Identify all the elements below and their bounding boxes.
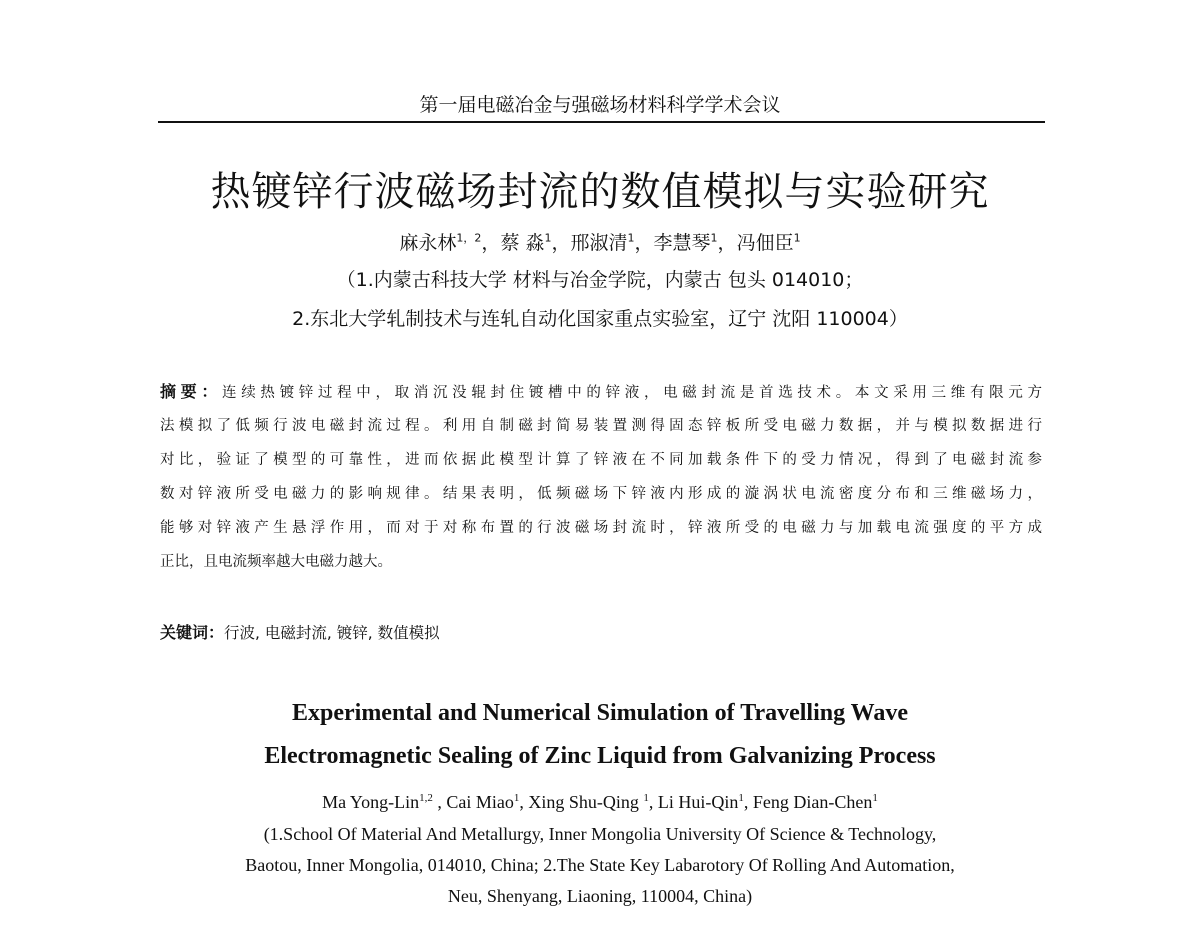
affiliation-en-3: Neu, Shenyang, Liaoning, 110004, China) xyxy=(447,886,753,906)
title-cn: 热镀锌行波磁场封流的数值模拟与实验研究 xyxy=(210,169,990,215)
author: Feng Dian-Chen xyxy=(752,792,873,812)
author-sup: 1 xyxy=(738,792,744,804)
affiliation-cn-2: 2.东北大学轧制技术与连轧自动化国家重点实验室，辽宁 沈阳 110004） xyxy=(292,308,908,330)
author-sup: 1 xyxy=(544,231,552,245)
author-sup: 1 xyxy=(793,231,801,245)
abstract-text: 连续热镀锌过程中，取消沉没辊封住镀槽中的锌液，电磁封流是首选技术。本文采用三维有限元方 xyxy=(222,385,1042,401)
author: 李慧琴 xyxy=(653,232,711,254)
abstract-line xyxy=(160,378,1042,412)
author: 冯佃臣 xyxy=(736,232,794,254)
keywords-cn xyxy=(160,620,440,643)
author: 蔡 淼 xyxy=(500,232,545,254)
title-en-line-1: Experimental and Numerical Simulation of Travelling Wave xyxy=(291,700,908,726)
header-rule xyxy=(158,121,1045,123)
affiliation-cn-1: （1.内蒙古科技大学 材料与冶金学院，内蒙古 包头 014010； xyxy=(336,269,864,291)
abstract-line: 对比，验证了模型的可靠性，进而依据此模型计算了锌液在不同加载条件下的受力情况，得到了电磁封流参 xyxy=(160,452,1042,468)
author-sup: 1 xyxy=(627,231,635,245)
abstract-cn xyxy=(160,378,1042,582)
author-sup: 1,2 xyxy=(419,792,433,804)
author: Cai Miao xyxy=(446,792,514,812)
abstract-line: 数对锌液所受电磁力的影响规律。结果表明，低频磁场下锌液内形成的漩涡状电流密度分布和三维磁场力， xyxy=(160,486,1042,502)
affiliation-en-1: (1.School Of Material And Metallurgy, Inner Mongolia University Of Science & Technology, xyxy=(263,824,937,844)
author: Li Hui-Qin xyxy=(657,792,739,812)
author-sup: 1，2 xyxy=(456,231,482,245)
author: Xing Shu-Qing xyxy=(528,792,644,812)
author-sup: 1 xyxy=(710,231,718,245)
author-sup: 1 xyxy=(513,792,520,804)
author-sup: 1 xyxy=(872,792,878,804)
abstract-label: 摘要： xyxy=(160,382,223,401)
author: Ma Yong-Lin xyxy=(322,792,420,812)
conference-header: 第一届电磁冶金与强磁场材料科学学术会议 xyxy=(419,94,781,116)
authors-cn: 麻永林$^{1,2}$，蔡 淼$^1$，邢淑清$^1$，李慧琴$^1$，冯佃臣$^1$ xyxy=(399,231,801,254)
author-sup: 1 xyxy=(643,792,649,804)
abstract-line: 能够对锌液产生悬浮作用，而对于对称布置的行波磁场封流时，锌液所受的电磁力与加载电流强度的平方成 xyxy=(160,520,1042,536)
keywords-text: 行波, 电磁封流, 镀锌, 数值模拟 xyxy=(224,624,440,642)
abstract-line: 法模拟了低频行波电磁封流过程。利用自制磁封简易装置测得固态锌板所受电磁力数据，并与模拟数据进行 xyxy=(160,418,1042,434)
author: 邢淑清 xyxy=(570,232,628,254)
abstract-line: 正比，且电流频率越大电磁力越大。 xyxy=(160,554,392,570)
keywords-label: 关键词： xyxy=(160,623,225,642)
title-en-line-2: Electromagnetic Sealing of Zinc Liquid from Galvanizing Process xyxy=(264,743,936,769)
authors-en: Ma Yong-Lin$^{1,2}$ , Cai Miao$^1$, Xing Shu-Qing $^1$, Li Hui-Qin$^1$, Feng Dian-Chen$^1$ xyxy=(322,792,878,812)
author: 麻永林 xyxy=(399,232,457,254)
affiliation-en-2: Baotou, Inner Mongolia, 014010, China; 2.The State Key Labarotory Of Rolling And Automation, xyxy=(245,855,955,875)
